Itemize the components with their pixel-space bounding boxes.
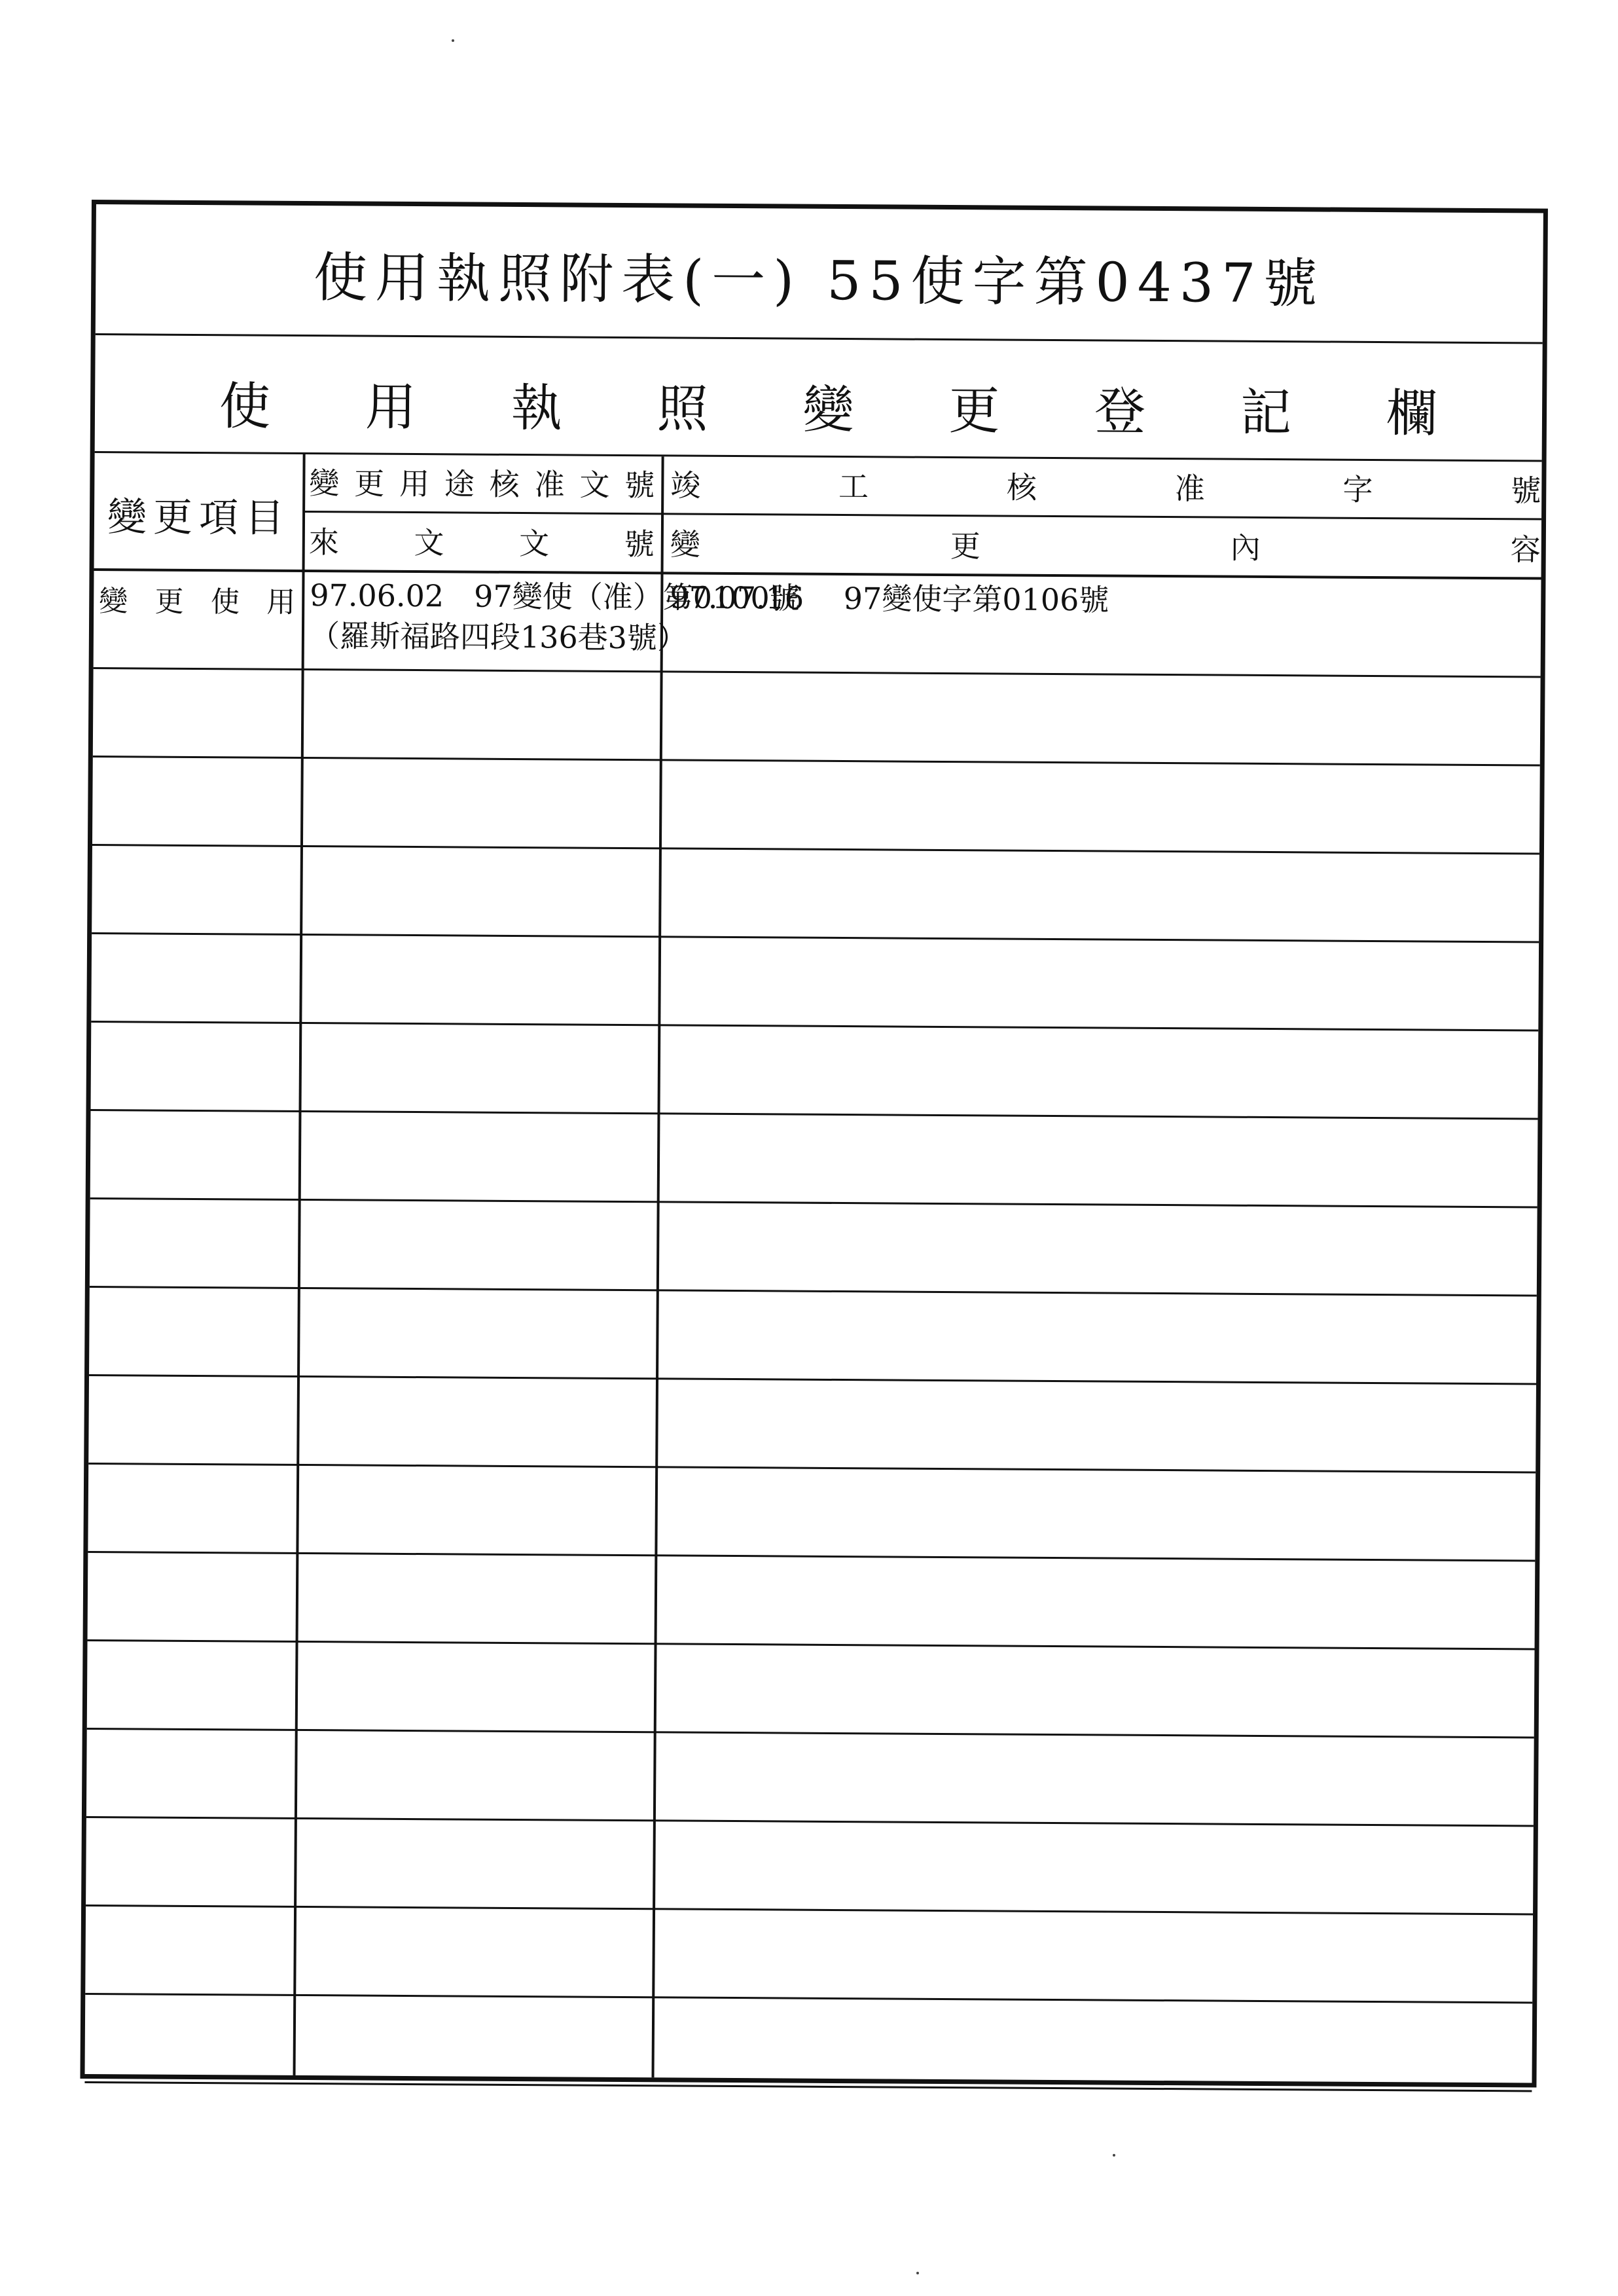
- table-row: [92, 846, 1539, 943]
- header-char: 容: [1510, 532, 1541, 568]
- header-char: 途: [444, 466, 475, 502]
- header-divider: [304, 511, 1541, 520]
- table-header: [94, 453, 1542, 580]
- section-title-char: 欄: [1386, 384, 1438, 444]
- change-item-char: 使: [210, 585, 240, 619]
- approval-doc-number: 97.06.02 97變使（准）第0100號: [310, 577, 800, 616]
- table-row: [93, 669, 1541, 767]
- form-title: 使用執照附表(一) 55使字第0437號: [313, 247, 1325, 316]
- header-char: 來: [308, 524, 339, 560]
- change-item-char: 用: [266, 585, 296, 619]
- header-char: 號: [624, 467, 655, 503]
- scan-speck: [1113, 2154, 1115, 2157]
- license-appendix-form: [80, 200, 1547, 2088]
- change-item-char: 變: [99, 585, 128, 619]
- table-row: [85, 1906, 1533, 2004]
- header-char: 竣: [670, 467, 701, 503]
- section-title: [219, 365, 1438, 446]
- header-char: 內: [1230, 530, 1261, 566]
- section-title-row: [95, 335, 1543, 462]
- table-row: [94, 571, 1541, 678]
- header-char: 用: [399, 465, 430, 502]
- header-char: 變: [309, 465, 340, 501]
- section-title-char: 執: [511, 378, 563, 439]
- header-char: 工: [838, 468, 869, 505]
- address-note: （羅斯福路四段136巷3號）: [309, 618, 688, 656]
- header-char: 號: [624, 526, 655, 562]
- scan-speck: [452, 39, 454, 42]
- header-char: 文: [414, 525, 444, 561]
- scan-speck: [916, 2272, 919, 2274]
- completion-approval-header: [670, 462, 1541, 509]
- change-item: [99, 577, 295, 621]
- table-row: [90, 1023, 1538, 1120]
- table-row: [86, 1818, 1534, 1916]
- header-char: 文: [518, 525, 550, 562]
- table-row: [88, 1553, 1536, 1650]
- table-row: [90, 1199, 1537, 1297]
- header-char: 准: [534, 467, 565, 503]
- completion-doc-number: 97.07.16 97變使字第0106號: [670, 579, 1109, 618]
- table-row: [89, 1288, 1537, 1385]
- section-title-char: 變: [802, 380, 854, 441]
- registration-rows: [85, 571, 1541, 2083]
- header-char: 號: [1511, 473, 1541, 509]
- header-char: 准: [1174, 471, 1205, 507]
- table-row: [90, 1111, 1538, 1209]
- table-row: [92, 757, 1540, 855]
- header-char: 字: [1342, 471, 1373, 507]
- header-char: 文: [579, 467, 610, 503]
- table-row: [88, 1376, 1536, 1474]
- table-row: [84, 1995, 1532, 2092]
- section-title-char: 用: [365, 378, 417, 438]
- section-title-char: 照: [656, 380, 708, 439]
- change-content-header: [670, 520, 1541, 568]
- table-row: [88, 1465, 1536, 1562]
- section-title-char: 記: [1240, 383, 1292, 443]
- header-char: 更: [354, 465, 385, 501]
- table-row: [91, 934, 1539, 1032]
- header-char: 核: [489, 466, 520, 503]
- incoming-doc-header: [309, 519, 655, 560]
- change-item-char: 更: [154, 585, 184, 619]
- header-char: 核: [1006, 469, 1037, 505]
- section-title-char: 登: [1094, 382, 1146, 442]
- section-title-char: 更: [948, 382, 1000, 441]
- table-row: [87, 1641, 1535, 1739]
- header-char: 變: [670, 526, 700, 562]
- section-title-char: 使: [219, 377, 271, 437]
- header-char: 更: [950, 528, 980, 564]
- table-row: [86, 1730, 1534, 1827]
- item-column-header: 變更項目: [107, 494, 291, 541]
- approval-doc-header: [309, 460, 655, 501]
- form-title-row: [96, 204, 1543, 344]
